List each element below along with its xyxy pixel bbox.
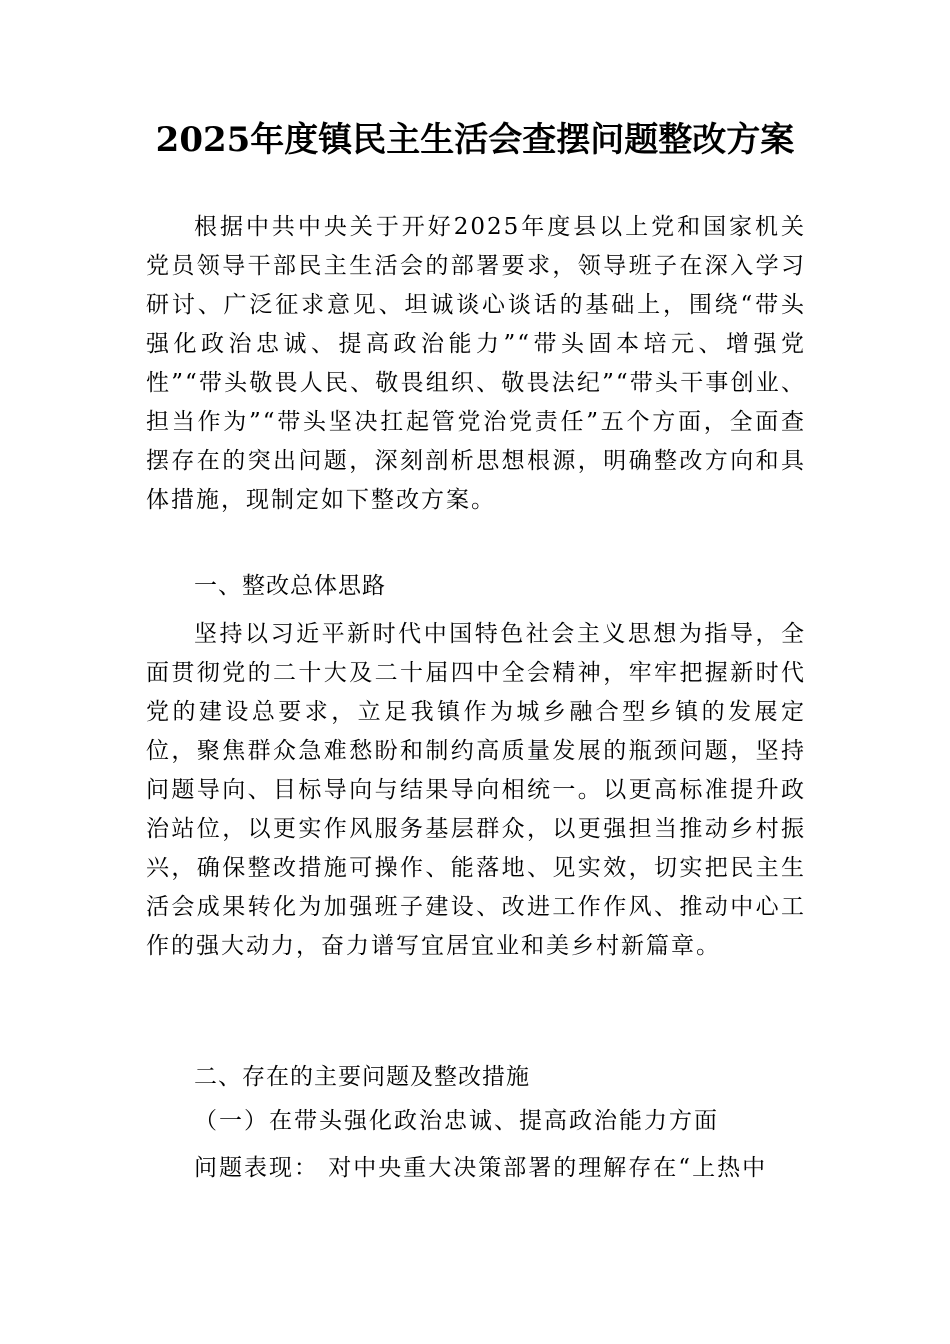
- section-2-heading: 二、存在的主要问题及整改措施: [194, 1064, 530, 1090]
- document-title: 2025年度镇民主生活会查摆问题整改方案: [155, 120, 795, 160]
- subsection-1-heading: （一）在带头强化政治忠诚、提高政治能力方面: [194, 1108, 719, 1134]
- problem-line: 问题表现： 对中央重大决策部署的理解存在“上热中: [194, 1155, 768, 1181]
- intro-block: [146, 208, 806, 520]
- section-1-block: [146, 615, 806, 966]
- section-1-paragraph: 坚持以习近平新时代中国特色社会主义思想为指导，全面贯彻党的二十大及二十届四中全会精神，牢牢把握新时代党的建设总要求，立足我镇作为城乡融合型乡镇的发展定位，聚焦群众急难愁盼和制约高质量发展的瓶颈问题，坚持问题导向、目标导向与结果导向相统一。以更高标准提升政治站位，以更实作风服务基层群众，以更强担当推动乡村振兴，确保整改措施可操作、能落地、见实效，切实把民主生活会成果转化为加强班子建设、改进工作作风、推动中心工作的强大动力，奋力谱写宜居宜业和美乡村新篇章。: [146, 621, 806, 959]
- intro-paragraph: 根据中共中央关于开好2025年度县以上党和国家机关党员领导干部民主生活会的部署要求，领导班子在深入学习研讨、广泛征求意见、坦诚谈心谈话的基础上，围绕“带头强化政治忠诚、提高政治能力”“带头固本培元、增强党性”“带头敬畏人民、敬畏组织、敬畏法纪”“带头干事创业、担当作为”“带头坚决扛起管党治党责任”五个方面，全面查摆存在的突出问题，深刻剖析思想根源，明确整改方向和具体措施，现制定如下整改方案。: [146, 214, 806, 513]
- section-1-heading: 一、整改总体思路: [194, 573, 386, 599]
